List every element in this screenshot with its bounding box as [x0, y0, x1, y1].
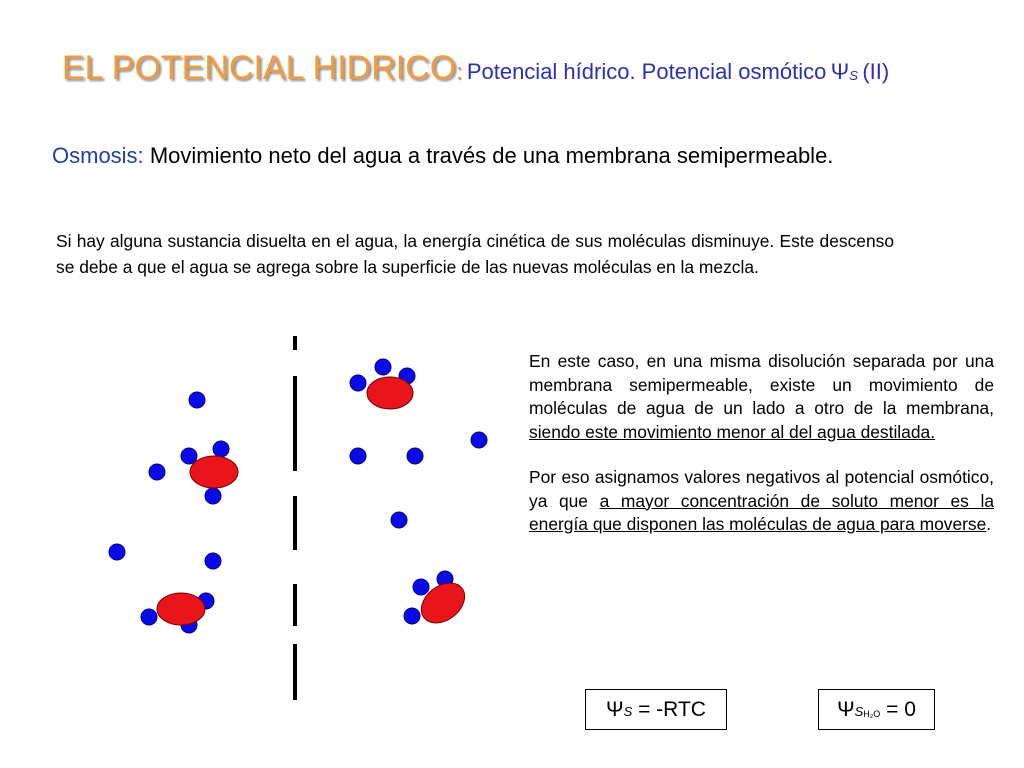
- formula-osmotic-potential: [585, 689, 727, 730]
- water-molecule: [391, 512, 407, 528]
- intro-paragraph: Si hay alguna sustancia disuelta en el agua, la energía cinética de sus moléculas disminuye. Este descenso se debe a que el agua se agrega sobre la superficie de las nuevas moléculas en la mezcla.: [56, 231, 894, 277]
- water-molecule: [213, 441, 229, 457]
- formula-pure-water-potential: [818, 689, 935, 730]
- water-molecule: [407, 448, 423, 464]
- osmosis-label: Osmosis:: [52, 143, 144, 168]
- title-separator: :: [456, 59, 463, 84]
- explanation-p1-underlined: siendo este movimiento menor al del agua destilada.: [529, 421, 936, 442]
- water-molecule: [141, 609, 157, 625]
- formula-psi-subscript: S: [854, 704, 864, 719]
- water-molecule: [189, 392, 205, 408]
- formula-water-subscript: H₂O: [863, 708, 881, 719]
- osmosis-text: Movimiento neto del agua a través de una membrana semipermeable.: [149, 143, 834, 168]
- explanation-paragraph-1: [529, 350, 994, 444]
- solute-molecule: [190, 456, 238, 488]
- water-molecule: [471, 432, 487, 448]
- explanation-p2-end: .: [986, 514, 992, 534]
- title-main: EL POTENCIAL HIDRICO: [62, 49, 457, 87]
- water-molecule: [350, 375, 366, 391]
- title-suffix: (II): [862, 59, 890, 84]
- water-molecule: [350, 448, 366, 464]
- formula-expression: = 0: [880, 697, 916, 721]
- formula-psi-symbol: Ψ: [606, 697, 624, 721]
- title-psi-subscript: S: [849, 68, 858, 83]
- water-molecule: [109, 544, 125, 560]
- water-molecule: [205, 488, 221, 504]
- water-molecule: [404, 608, 420, 624]
- explanation-paragraph-2: [529, 466, 994, 537]
- explanation-p2-plain: Por eso asignamos valores negativos al potencial osmótico, ya que: [529, 467, 994, 511]
- explanation-p2-underlined: a mayor concentración de soluto menor es la energía que disponen las moléculas de agua para moverse: [529, 490, 994, 534]
- title-subtitle: Potencial hídrico. Potencial osmótico: [466, 59, 827, 84]
- formula-expression: = -RTC: [632, 697, 706, 721]
- solute-molecule: [367, 377, 413, 409]
- water-molecule: [149, 464, 165, 480]
- formula-psi-subscript: S: [623, 704, 633, 719]
- water-molecule: [205, 553, 221, 569]
- solute-molecule: [157, 593, 205, 625]
- explanation-text: [529, 350, 994, 537]
- formula-psi-symbol: Ψ: [837, 697, 855, 721]
- water-molecule: [413, 579, 429, 595]
- water-molecule: [181, 448, 197, 464]
- water-molecule: [375, 359, 391, 375]
- title-psi-symbol: Ψ: [830, 59, 850, 84]
- explanation-p1-plain: En este caso, en una misma disolución separada por una membrana semipermeable, existe un movimiento de moléculas de agua de un lado a otro de la membrana,: [529, 351, 994, 418]
